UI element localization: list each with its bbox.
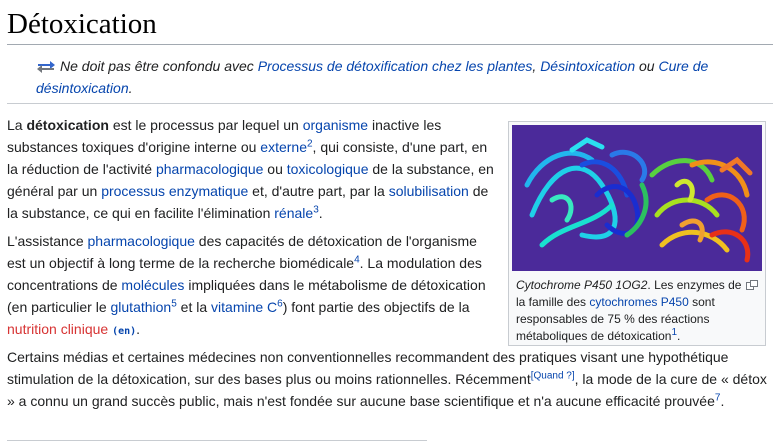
link-processus-detoxification[interactable]: Processus de détoxification chez les plantes bbox=[257, 58, 533, 74]
text: Certains médias et certaines médecines non conventionnelles recommandent des pratiques visant une hypothétique stimulation de la détoxication, sur des bases plus ou moins rationnelles. Récemment bbox=[7, 349, 729, 387]
figure-thumbnail bbox=[508, 121, 766, 346]
link-molecules[interactable]: molécules bbox=[121, 277, 185, 293]
text: de la substance, ce qui en facilite l'élimination bbox=[7, 183, 489, 221]
hatnote-suffix: . bbox=[128, 80, 133, 96]
link-solubilisation[interactable]: solubilisation bbox=[388, 183, 469, 199]
text: ) font partie des objectifs de la bbox=[282, 299, 470, 315]
link-processus-enzymatique[interactable]: processus enzymatique bbox=[101, 183, 249, 199]
text: . bbox=[318, 205, 323, 221]
text: et, d'autre part, par la bbox=[248, 183, 389, 199]
lang-en-link[interactable]: (en) bbox=[112, 326, 137, 337]
text: . Les enzymes de la famille des bbox=[516, 278, 742, 309]
text: est le processus par lequel un bbox=[108, 117, 303, 133]
link-cytochromes-p450[interactable]: cytochromes P450 bbox=[589, 295, 689, 309]
text: impliquées dans le métabolisme de détoxication (en particulier le bbox=[7, 277, 486, 315]
redlink-nutrition-clinique[interactable]: nutrition clinique bbox=[7, 321, 109, 337]
ref-7[interactable]: 7 bbox=[714, 392, 721, 404]
ref-6[interactable]: 6 bbox=[277, 298, 283, 310]
section-divider-bottom bbox=[7, 440, 427, 441]
link-renale[interactable]: rénale bbox=[274, 205, 314, 221]
ref-3[interactable]: 3 bbox=[313, 204, 319, 216]
hatnote-prefix: Ne doit pas être confondu avec bbox=[60, 58, 258, 74]
section-divider bbox=[7, 103, 773, 104]
caption-title: Cytochrome P450 1OG2 bbox=[516, 278, 648, 292]
text: . bbox=[720, 393, 725, 409]
text: ou bbox=[263, 161, 287, 177]
protein-structure-image[interactable] bbox=[512, 125, 762, 271]
text: . La modulation des concentrations de bbox=[7, 255, 482, 293]
ref-2[interactable]: 2 bbox=[306, 138, 313, 150]
hatnote-sep: , bbox=[532, 58, 541, 74]
link-toxicologique[interactable]: toxicologique bbox=[286, 161, 369, 177]
text: , la mode de la cure de « détox » a connu un grand succès public, mais n'est fondée sur aucune base scientifique et n'a aucune efficacité prouvée bbox=[7, 371, 767, 409]
text: sont responsables de 75 % des réactions métaboliques de détoxication bbox=[516, 295, 715, 343]
hatnote bbox=[36, 55, 761, 99]
text: des capacités de détoxication de l'organisme est un objectif à long terme de la recherche biomédicale bbox=[7, 233, 477, 271]
ref-1[interactable]: 1 bbox=[671, 327, 677, 338]
link-vitamine-c[interactable]: vitamine C bbox=[211, 299, 278, 315]
ref-5[interactable]: 5 bbox=[171, 298, 177, 310]
text: . bbox=[136, 321, 141, 337]
enlarge-icon[interactable] bbox=[746, 280, 758, 290]
page-title: Détoxication bbox=[7, 8, 157, 40]
link-desintoxication[interactable]: Désintoxication bbox=[540, 58, 636, 74]
disambiguation-arrows-icon bbox=[36, 59, 56, 73]
figure-caption bbox=[512, 271, 762, 345]
text: inactive les substances toxiques d'origine interne ou bbox=[7, 117, 442, 155]
link-pharmacologique[interactable]: pharmacologique bbox=[155, 161, 264, 177]
hatnote-sep: ou bbox=[635, 58, 659, 74]
paragraph-3 bbox=[7, 346, 767, 412]
text: L'assistance bbox=[7, 233, 88, 249]
text: La bbox=[7, 117, 27, 133]
text: , qui consiste, d'une part, en la réduction de l'activité bbox=[7, 139, 488, 177]
link-cure-desintoxication[interactable]: Cure de désintoxication bbox=[36, 58, 709, 96]
quand-tag[interactable]: [Quand ?] bbox=[530, 370, 575, 382]
article-body bbox=[7, 114, 494, 349]
link-externe[interactable]: externe bbox=[260, 139, 307, 155]
paragraph-2 bbox=[7, 230, 494, 343]
text: et la bbox=[176, 299, 212, 315]
paragraph-1 bbox=[7, 114, 494, 224]
text: de la substance, en général par un bbox=[7, 161, 494, 199]
paragraph-3-container bbox=[7, 346, 767, 412]
link-glutathion[interactable]: glutathion bbox=[110, 299, 172, 315]
bold-term: détoxication bbox=[26, 117, 109, 133]
link-pharmacologique-2[interactable]: pharmacologique bbox=[87, 233, 195, 249]
link-organisme[interactable]: organisme bbox=[302, 117, 369, 133]
text: . bbox=[677, 329, 681, 343]
ref-4[interactable]: 4 bbox=[354, 254, 360, 266]
title-divider bbox=[7, 44, 773, 45]
